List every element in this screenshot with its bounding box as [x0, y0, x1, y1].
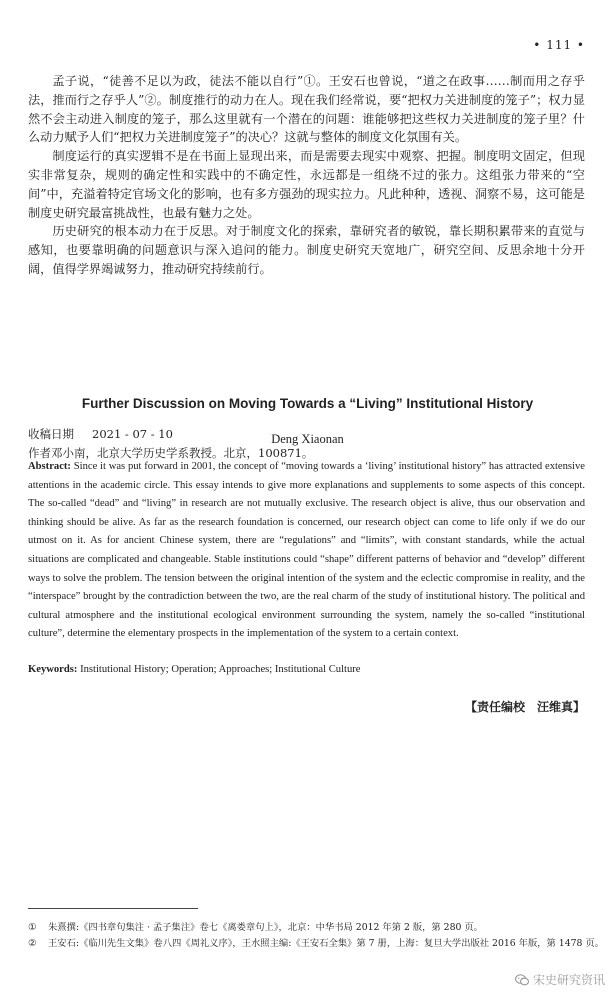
wechat-icon — [515, 973, 529, 987]
footnote-rule — [28, 908, 198, 909]
footnotes — [28, 920, 605, 952]
footnote — [28, 936, 605, 952]
received-value: 2021 - 07 - 10 — [92, 427, 173, 441]
abstract-label: Abstract: — [28, 461, 71, 472]
paragraph: 孟子说，“徒善不足以为政，徒法不能以自行”①。王安石也曾说，“道之在政事……制而用之存乎法，推而行之存乎人”②。制度推行的动力在人。现在我们经常说，要“把权力关进制度的笼子”；权力显然不会主动进入制度的笼子，那么这里就有一个潜在的问题：谁能够把这些权力关进制度的笼子里？什么动力赋予人们“把权力关进制度笼子”的决心？这就与整体的制度文化氛围有关。 — [28, 74, 585, 145]
watermark-text: 宋史研究资讯 — [532, 973, 605, 987]
paragraph: 制度运行的真实逻辑不是在书面上显现出来，而是需要去现实中观察、把握。制度明文固定，但现实非常复杂，规则的确定性和实践中的不确定性，永远都是一组绕不过的张力。这组张力带来的“空间”中，充溢着特定官场文化的影响，也有多方强劲的现实拉力。凡此种种，透视、洞察不易，这可能是制度史研究最富挑战性，也最有魅力之处。 — [28, 149, 585, 220]
footnote-mark: ② — [28, 938, 37, 949]
footnote-text: 王安石:《临川先生文集》卷八四《周礼义序》，王水照主编:《王安石全集》第 7 册，上海：复旦大学出版社 2016 年版，第 1478 页。 — [48, 938, 605, 949]
body-text — [28, 72, 585, 279]
english-author: Deng Xiaonan — [271, 432, 344, 446]
footnote — [28, 920, 588, 936]
page-number: • 111 • — [533, 38, 585, 52]
english-title: Further Discussion on Moving Towards a “Living” Institutional History — [81, 396, 534, 411]
english-abstract — [28, 458, 585, 644]
received-label: 收稿日期 — [28, 427, 74, 441]
abstract-text: Since it was put forward in 2001, the concept of “moving towards a ‘living’ institutional history” has attracted extensive attentions in the academic circle. This essay intends to give more explanations and supplements to some aspects of this concept. The so-called “dead” and “living” in research are not mutually exclusive. The research object is alive, thus our observation and thinking should be alive. As far as the research foundation is concerned, our research object can come to life only if we do our utmost on it. As for ancient Chinese system, there are “regulations” and “limits”, with constant standards, while the actual situations are complicated and changeable. Stable institutions could “shape” different patterns of behavior and “develop” different ways to solve the problem. The tension between the original intention of the system and the eclectic compromise in reality, and the “interspace” brought by the contradiction between the two, are the real charm of the study of institutional history. The political and cultural atmosphere and the institutional ecological environment surrounding the system, namely the so-called “institutional culture”, determine the elementary prospects in the implementation of the system to a certain context. — [28, 461, 585, 640]
keywords-label: Keywords: — [28, 664, 78, 675]
paragraph: 历史研究的根本动力在于反思。对于制度文化的探索，靠研究者的敏锐，靠长期积累带来的直觉与感知，也要靠明确的问题意识与深入追问的能力。制度史研究天宽地广，研究空间、反思余地十分开阔，值得学界竭诚努力，推动研究持续前行。 — [28, 224, 585, 276]
english-keywords — [28, 664, 585, 675]
watermark — [515, 971, 605, 988]
footnote-text: 朱熹撰:《四书章句集注 · 孟子集注》卷七《离娄章句上》，北京：中华书局 2012 年第 2 版，第 280 页。 — [48, 922, 483, 933]
keywords-text: Institutional History; Operation; Approaches; Institutional Culture — [80, 664, 361, 675]
author-info: 作者邓小南，北京大学历史学系教授。北京，100871。 — [28, 446, 314, 460]
footnote-mark: ① — [28, 922, 37, 933]
responsible-editor: 【责任编校 汪维真】 — [464, 700, 585, 714]
